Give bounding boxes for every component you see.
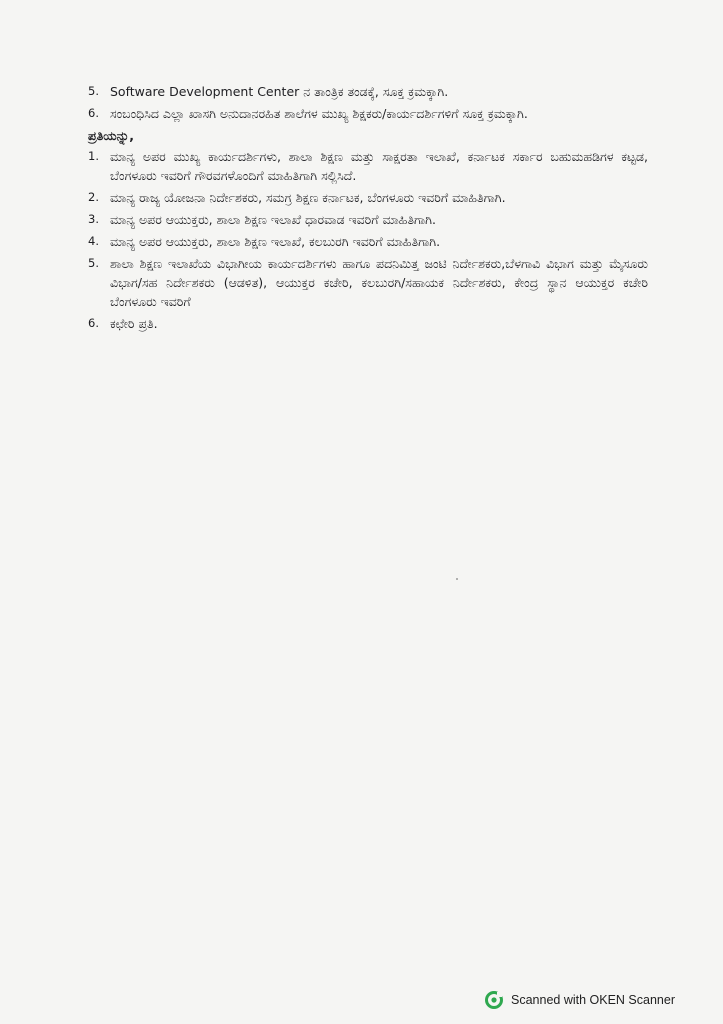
- item-number: 3.: [88, 212, 99, 226]
- item-text: Software Development Center ನ ತಾಂತ್ರಿಕ ತಂಡಕ್ಕೆ, ಸೂಕ್ತ ಕ್ರಮಕ್ಕಾಗಿ.: [110, 84, 449, 99]
- item-number: 2.: [88, 190, 99, 204]
- list-item: [88, 147, 648, 185]
- copy-heading: ಪ್ರತಿಯನ್ನು,: [88, 128, 134, 143]
- item-text: ಮಾನ್ಯ ಅಪರ ಆಯುಕ್ತರು, ಶಾಲಾ ಶಿಕ್ಷಣ ಇಲಾಖೆ, ಕಲಬುರಗಿ ಇವರಿಗೆ ಮಾಹಿತಿಗಾಗಿ.: [110, 234, 441, 249]
- list-item: [88, 314, 648, 333]
- item-text: ಶಾಲಾ ಶಿಕ್ಷಣ ಇಲಾಖೆಯ ವಿಭಾಗೀಯ ಕಾರ್ಯದರ್ಶಿಗಳು ಹಾಗೂ ಪದನಿಮಿತ್ತ ಜಂಟಿ ನಿರ್ದೇಶಕರು,ಬೆಳಗಾವಿ ವಿಭಾಗ ಮತ್ತು ಮೈಸೂರು ವಿಭಾಗ/ಸಹ ನಿರ್ದೇಶಕರು (ಆಡಳಿತ), ಆಯುಕ್ತರ ಕಚೇರಿ, ಕಲಬುರಗಿ/ಸಹಾಯಕ ನಿರ್ದೇಶಕರು, ಕೇಂದ್ರ ಸ್ಥಾನ ಆಯುಕ್ತರ ಕಚೇರಿ ಬೆಂಗಳೂರು ಇವರಿಗೆ: [110, 256, 648, 309]
- list-item: [88, 210, 648, 229]
- scan-speck: [456, 578, 458, 580]
- item-text: ಸಂಬಂಧಿಸಿದ ಎಲ್ಲಾ ಖಾಸಗಿ ಅನುದಾನರಹಿತ ಶಾಲೆಗಳ ಮುಖ್ಯ ಶಿಕ್ಷಕರು/ಕಾರ್ಯದರ್ಶಿಗಳಿಗೆ ಸೂಕ್ತ ಕ್ರಮಕ್ಕಾಗಿ.: [110, 106, 528, 121]
- scanner-watermark: [485, 990, 675, 1010]
- item-number: 6.: [88, 106, 99, 120]
- item-number: 4.: [88, 234, 99, 248]
- item-text: ಮಾನ್ಯ ಅಪರ ಮುಖ್ಯ ಕಾರ್ಯದರ್ಶಿಗಳು, ಶಾಲಾ ಶಿಕ್ಷಣ ಮತ್ತು ಸಾಕ್ಷರತಾ ಇಲಾಖೆ, ಕರ್ನಾಟಕ ಸರ್ಕಾರ ಬಹುಮಹಡಿಗಳ ಕಟ್ಟಡ, ಬೆಂಗಳೂರು ಇವರಿಗೆ ಗೌರವಗಳೊಂದಿಗೆ ಮಾಹಿತಿಗಾಗಿ ಸಲ್ಲಿಸಿದೆ.: [110, 149, 648, 183]
- scanner-watermark-label: Scanned with OKEN Scanner: [511, 993, 675, 1007]
- item-text: ಮಾನ್ಯ ರಾಜ್ಯ ಯೋಜನಾ ನಿರ್ದೇಶಕರು, ಸಮಗ್ರ ಶಿಕ್ಷಣ ಕರ್ನಾಟಕ, ಬೆಂಗಳೂರು ಇವರಿಗೆ ಮಾಹಿತಿಗಾಗಿ.: [110, 190, 506, 205]
- list-item: [88, 188, 648, 207]
- item-text: ಮಾನ್ಯ ಅಪರ ಆಯುಕ್ತರು, ಶಾಲಾ ಶಿಕ್ಷಣ ಇಲಾಖೆ ಧಾರವಾಡ ಇವರಿಗೆ ಮಾಹಿತಿಗಾಗಿ.: [110, 212, 436, 227]
- list-item: [88, 104, 648, 123]
- list-item: [88, 254, 648, 311]
- item-number: 5.: [88, 256, 99, 270]
- item-text: ಕಛೇರಿ ಪ್ರತಿ.: [110, 316, 158, 331]
- item-number: 6.: [88, 316, 99, 330]
- list-item: [88, 82, 648, 101]
- document-body: [88, 82, 648, 336]
- list-item: [88, 232, 648, 251]
- oken-scanner-logo-icon: [485, 991, 503, 1009]
- item-number: 1.: [88, 149, 99, 163]
- item-number: 5.: [88, 84, 99, 98]
